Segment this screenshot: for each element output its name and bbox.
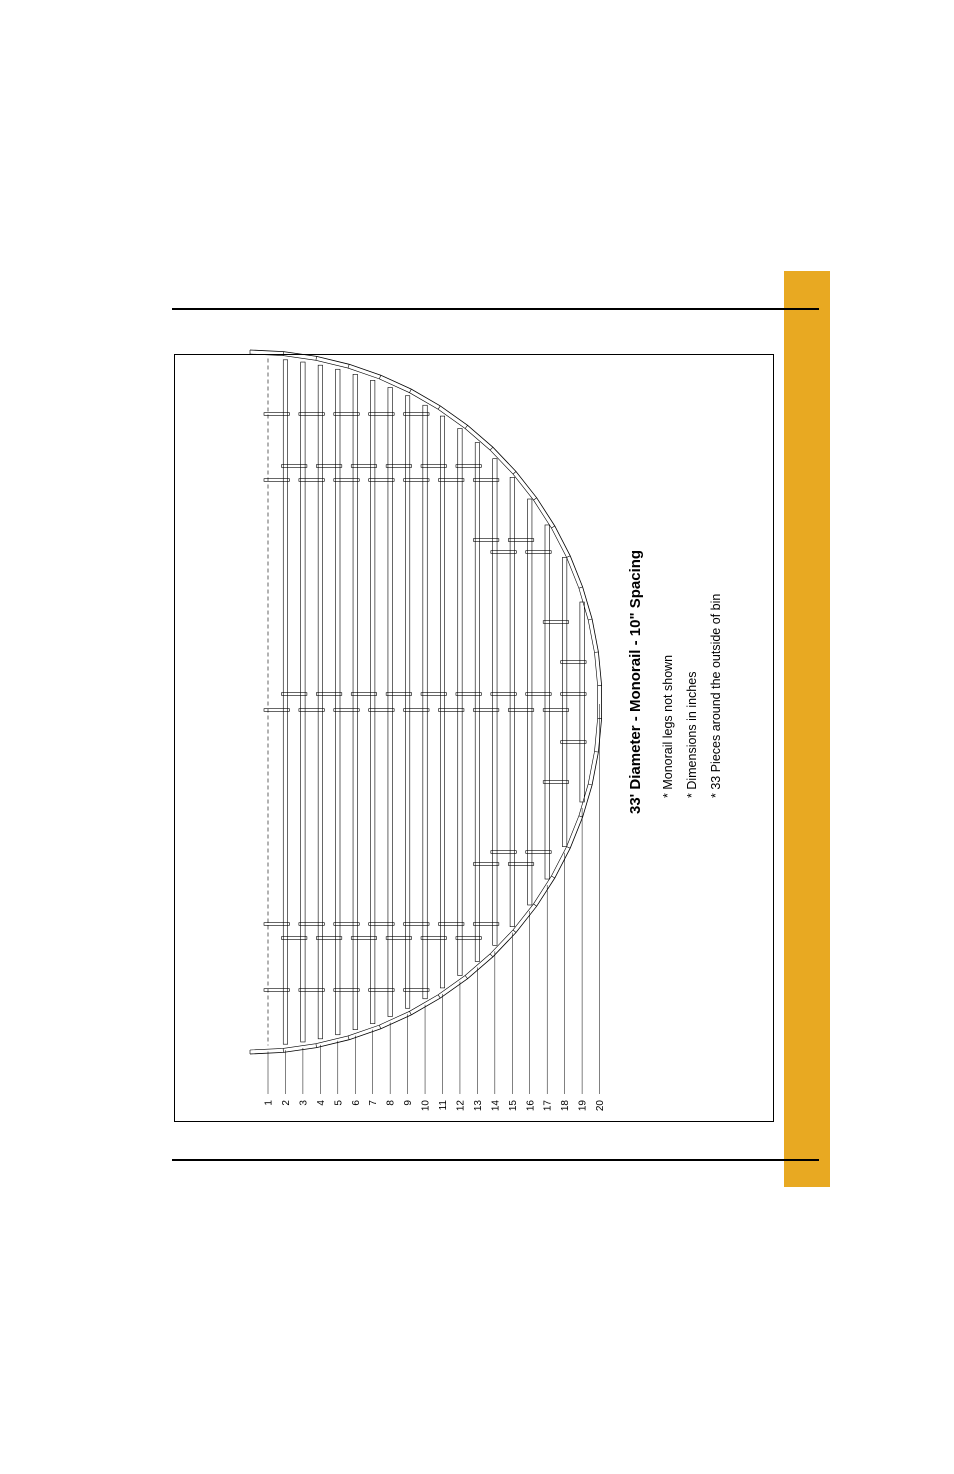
support-bar [334,479,359,482]
rail-6 [353,374,357,1029]
rail-number-9: 9 [403,1100,415,1106]
bin-piece-joint [438,406,440,409]
bin-piece-joint [465,976,468,979]
rail-number-18: 18 [560,1100,572,1112]
support-bar [421,937,446,940]
support-bar [299,413,324,416]
bin-piece-joint [551,526,554,528]
rail-12 [458,428,462,975]
bin-outer-edge [250,350,602,1054]
support-bar [439,923,464,926]
support-bar [473,709,498,712]
bin-piece-joint [438,995,440,998]
support-bar [491,551,516,554]
support-bar [369,923,394,926]
support-bar [404,413,429,416]
support-bar [526,693,551,696]
support-bar [404,479,429,482]
support-bar [473,479,498,482]
support-bar [439,479,464,482]
rail-number-15: 15 [507,1100,519,1112]
rail-4 [318,365,322,1039]
support-bar [351,465,376,468]
support-bar [334,413,359,416]
rail-2 [283,360,287,1044]
note-dimensions: * Dimensions in inches [685,671,699,798]
bin-outline [250,350,602,1054]
rail-number-5: 5 [333,1100,345,1106]
rail-number-12: 12 [455,1100,467,1112]
support-bar [439,709,464,712]
rail-number-4: 4 [315,1100,327,1106]
support-bar [543,621,568,624]
bin-piece-joint [579,587,583,588]
bin-piece-joint [534,498,537,500]
support-bar [316,465,341,468]
bin-piece-joint [465,425,468,428]
support-bar [386,937,411,940]
rail-15 [510,477,514,926]
support-bar [281,937,306,940]
rail-14 [493,459,497,946]
rail-number-8: 8 [385,1100,397,1106]
support-bar [421,465,446,468]
support-bar [491,693,516,696]
support-bar [299,479,324,482]
rail-number-17: 17 [542,1100,554,1112]
support-bar [491,851,516,854]
rail-number-11: 11 [438,1100,449,1111]
bin-piece-joint [379,375,381,379]
note-pieces: * 33 Pieces around the outside of bin [709,593,723,798]
bin-piece-joint [410,389,412,393]
rail-10 [423,405,427,999]
support-bar [386,465,411,468]
bin-piece-joint [534,904,537,906]
support-bar [543,781,568,784]
support-bar [404,709,429,712]
bin-piece-joint [316,356,317,360]
support-bar [334,923,359,926]
support-bar [561,741,586,744]
bin-piece-joint [588,619,592,620]
support-bar [456,693,481,696]
bin-piece-joint [316,1044,317,1048]
bin-piece-joint [595,652,599,653]
rail-number-6: 6 [350,1100,362,1106]
rail-number-2: 2 [280,1100,292,1106]
rail-17 [545,525,549,879]
support-bar [561,693,586,696]
rail-11 [440,416,444,988]
support-bar [473,923,498,926]
support-bar [473,539,498,542]
support-bar [508,539,533,542]
bin-piece-joint [513,472,516,475]
rail-number-16: 16 [525,1100,537,1112]
rail-13 [475,443,479,962]
leader-lines [268,704,600,1094]
rail-number-10: 10 [420,1100,432,1112]
support-bar [456,937,481,940]
support-bar [526,551,551,554]
rail-18 [562,557,566,846]
bin-piece-joint [348,1036,349,1040]
support-bar [281,693,306,696]
support-bar [526,851,551,854]
rail-7 [371,380,375,1023]
bin-piece-joint [490,954,493,957]
bin-piece-joint [595,752,599,753]
rail-number-14: 14 [490,1100,502,1112]
rail-number-19: 19 [577,1100,589,1112]
support-bar [316,937,341,940]
bin-piece-joint [490,447,493,450]
support-bar [369,479,394,482]
rail-number-1: 1 [263,1100,275,1106]
support-bar [473,863,498,866]
bin-piece-joint [410,1011,412,1015]
support-bar [299,709,324,712]
rail-3 [301,362,305,1042]
support-bar [369,709,394,712]
rail-number-20: 20 [595,1100,607,1112]
bin-piece-joint [348,364,349,368]
support-bar [508,863,533,866]
support-bar [264,923,289,926]
note-legs: * Monorail legs not shown [661,654,675,798]
support-bar [386,693,411,696]
support-bar [281,465,306,468]
rail-number-7: 7 [368,1100,380,1106]
rail-9 [405,396,409,1009]
bin-inner-edge [250,354,598,1050]
support-bar [421,693,446,696]
support-bar [404,923,429,926]
rail-number-3: 3 [298,1100,310,1106]
rail-19 [580,602,584,802]
support-bar [369,413,394,416]
monorail-rails [268,358,584,1045]
bin-piece-joint [588,784,592,785]
support-bar [334,709,359,712]
support-bar [316,693,341,696]
support-bar [561,661,586,664]
support-bar [369,989,394,992]
support-bar [334,989,359,992]
bin-piece-joint [379,1025,381,1029]
bin-piece-joint [551,876,554,878]
support-bar [543,709,568,712]
rail-16 [528,499,532,905]
support-bar [351,937,376,940]
rail-numbers [264,1100,607,1112]
support-bar [456,465,481,468]
support-bar [404,989,429,992]
support-bar [508,709,533,712]
support-bar [299,989,324,992]
rail-number-13: 13 [472,1100,484,1112]
rail-5 [336,369,340,1034]
support-bar [351,693,376,696]
diagram-title: 33' Diameter - Monorail - 10" Spacing [627,549,644,814]
support-bar [299,923,324,926]
bin-piece-joint [513,930,516,933]
rail-8 [388,387,392,1016]
